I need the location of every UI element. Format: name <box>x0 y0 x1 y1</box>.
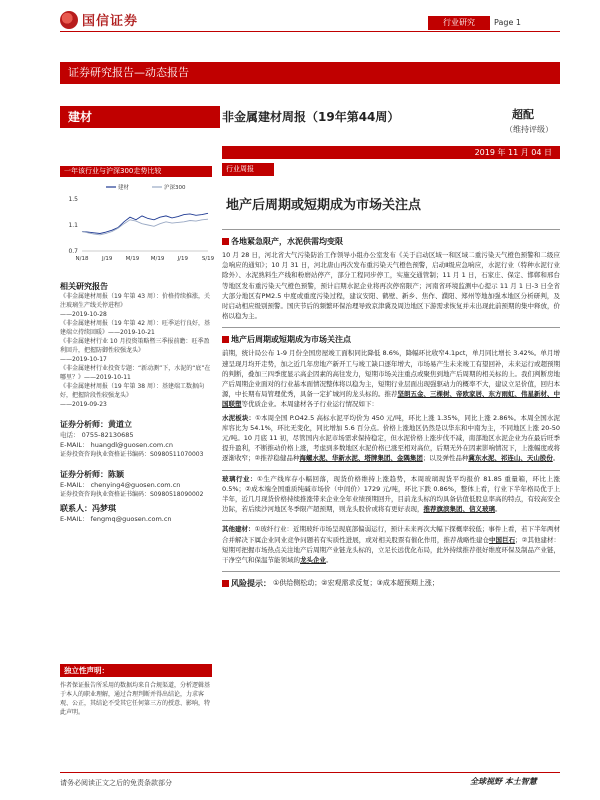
series-line <box>82 213 208 233</box>
legend-label: 建材 <box>118 185 130 191</box>
section2-text: 前期，统计局公布 1-9 月份全国房屋竣工面积同比降低 8.6%，降幅环比收窄4.1pct，单月同比增长 3.42%。单月增速呈现月均开走势，加之近几年房地产新开工与竣工缺口逐年增大，市场易产生未来竣工有望回补，未来运行或超预期的判断，叠加三四季度显示高企因素的高往发力，短期市场关注重点或聚焦到地产后周期的相关标的上。我们判断房地产后周期企业面对的行业基本面情况整体将以稳为主，短期行业层面出现强驱动力的概率不大，建议立足价值，回归本源，中长期布局管理优秀，具备一定扩城河的龙头标的。推荐坚朗五金、三棵树、帝欧家居、东方雨虹、伟星新材、中国联塑等优质企业。本周建材各子行业运行情况如下： <box>222 349 560 409</box>
footer-divider <box>60 772 560 773</box>
related-item: ——2019-10-17 <box>60 356 107 363</box>
related-item: 《非金属建材周报（19 年第 43 周）：价格持续推涨，关注玻璃生产线关停进程》 <box>60 293 210 309</box>
section-divider <box>222 327 560 328</box>
header-divider <box>60 31 560 32</box>
analyst1-name: 证券分析师：黄道立 <box>60 420 132 429</box>
x-tick-label: J/19 <box>101 256 113 262</box>
section-divider <box>222 520 560 521</box>
analyst2-name: 证券分析师：陈颖 <box>60 470 124 479</box>
chart-title: 一年该行业与沪深300走势比较 <box>60 166 212 177</box>
x-tick-label: M/19 <box>125 256 140 262</box>
performance-chart <box>60 177 215 269</box>
report-type-banner: 证券研究报告—动态报告 <box>60 62 560 84</box>
bullet-square-icon <box>222 580 229 587</box>
brand-logo <box>60 10 138 29</box>
glass-label: 玻璃行业： <box>222 474 258 483</box>
contact-email[interactable]: E-MAIL： fengmq@guosen.com.cn <box>60 515 172 523</box>
x-tick-label: S/19 <box>201 256 215 262</box>
footer-slogan: 全球视野 本土智慧 <box>470 777 537 786</box>
x-tick-label: M/19 <box>150 256 165 262</box>
risk-text: ①供给侧松动；②宏观需求反复；③成本超预期上涨； <box>273 579 439 588</box>
series-line <box>82 219 208 235</box>
cement-picks2: 冀东水泥、祁连山、天山股份 <box>468 454 553 463</box>
logo-icon <box>60 11 78 29</box>
section1-text: 10 月 28 日，河北省大气污染防治工作领导小组办公室发布《关于启动区域一和区域二重污染天气橙色预警和二级应急响应的通知》；10 月 31 日，河北唐山再次发布重污染天气橙色预警，启动Ⅱ级应急响应，水泥行业（特种水泥行业除外）、水泥熟料生产线和粉磨站停产，部分工程同步停工，实施交通管制；11 月 1 日，石家庄、保定、邯郸和邢台等地区发布重污染天气橙色预警，预计启期水泥企业将再次停窑限产；河南省环境监测中心提示 11 月 1 日-3 日全省大部分地区有PM2.5 中度或重度污染过程，建议安阳、鹤壁、新乡、焦作、濮阳、郑州等地加强本地区分析研判，及时启动相应级别预警。国庆节后的频繁环保治理导致京津冀及周边地区下游需求恢复并未出现此前预期的集中释放，价格以稳为主。 <box>222 251 560 321</box>
independence-text: 作者保证报告所采用的数据均来自合规渠道，分析逻辑基于本人的职业理解，通过合理判断并得出结论，力求客观、公正，其结论不受其它任何第三方的授意、影响，特此声明。 <box>60 682 211 716</box>
other-paragraph: 其他建材：①玻纤行业：近期玻纤市场呈现底部偏弱运行，预计未来再次大幅下探概率较低；事件上看，若下半年两材合并解决下属企业同业竞争问题若有实质性进展，或对相关股票有催化作用，推荐战略性建仓中国巨石；②其他建材：短期可把握市场热点关注地产后周期产业链龙头标的，立足长远优化布局，此外持续推荐很好维度环保及制品产业链，干净空气和保温节能领域的龙头企业。 <box>222 525 561 565</box>
report-tag: 行业周报 <box>222 163 274 176</box>
section2-heading <box>222 334 560 345</box>
analyst1-cert: 证券投资咨询执业资格证书编码：S0980511070003 <box>60 451 204 458</box>
report-title: 非金属建材周报（19年第44周） <box>222 110 400 124</box>
section-divider <box>222 571 560 572</box>
cement-picks: 海螺水泥、华新水泥、塔牌集团、金隅集团 <box>299 454 423 463</box>
report-date: 2019 年 11 月 04 日 <box>474 148 552 157</box>
analyst2-email[interactable]: E-MAIL： chenying4@guosen.com.cn <box>60 481 181 489</box>
contact-name: 联系人：冯梦琪 <box>60 504 116 513</box>
legend-label: 沪深300 <box>164 185 186 191</box>
title-divider <box>222 229 560 230</box>
risk-label: 风险提示： <box>231 579 271 589</box>
glass-paragraph: 玻璃行业：①生产线库存小幅回落，现货价格维持上涨趋势，本周玻璃现货平均报价 81.85 重量箱，环比上涨 0.5%；②成本端全国重质纯碱市场价（中间价）1729 元/吨，环比下跌 0.86%，整体上看，行业下半年格局优于上半年，近几月现货价格持续推涨带来企业全年业绩预期回升，目前龙头标的均具备估值低股息率高的特点，有较高安全边际，若后续沙河地区冬季限产超预期，则龙头股价或将有更好表现，推荐旗滨集团、信义玻璃。 <box>222 474 560 514</box>
risk-line <box>222 578 560 589</box>
rating-sub: （维持评级） <box>505 125 553 134</box>
related-item: ——2019-09-23 <box>60 401 107 408</box>
x-tick-label: J/19 <box>177 256 189 262</box>
related-item: ——2019-10-28 <box>60 311 107 318</box>
section2-title: 地产后周期或短期成为市场关注点 <box>231 335 351 345</box>
related-research-title: 相关研究报告 <box>60 282 108 291</box>
other-pick2: 龙头企业 <box>300 556 326 565</box>
other-pick1: 中国巨石 <box>489 535 516 544</box>
bullet-square-icon <box>222 238 229 245</box>
related-item: 《非金属建材行业 10 月投资策略暨三季报前瞻：旺季盈利回升，把握防御性较强龙头》 <box>60 338 210 354</box>
analyst2-cert: 证券投资咨询执业资格证书编码：S0980518090002 <box>60 491 204 498</box>
footer-disclaimer: 请务必阅读正文之后的免责条款部分 <box>60 779 172 787</box>
related-research-list <box>60 292 212 409</box>
logo-text: 国信证券 <box>82 14 139 29</box>
analyst1-tel: 电话： 0755-82130685 <box>60 431 134 439</box>
bullet-square-icon <box>222 336 229 343</box>
cement-paragraph: 水泥板块：①本周全国 P.O42.5 高标水泥平均价为 450 元/吨，环比上涨 1.35%，同比上涨 2.86%。本周全国水泥库容比为 54.1%，环比无变化，同比增加 5.6 百分点。价格上涨地区仍然是以华东和中南为主，不同地区上涨 20-50 元/吨。10 月底 11 初，尽管国内水泥市场需求保持稳定，但水泥价格上涨步伐不减，南部地区水泥企业为在最后旺季提升盈利，不断推动价格上涨，考虑到多数地区水泥价格已涨至相对高位，后期无外在因素影响情况下，上涨幅度或将逐渐收窄；②推荐稳健品种海螺水泥、华新水泥、塔牌集团、金隅集团；以及弹性品种冀东水泥、祁连山、天山股份。 <box>222 413 560 463</box>
section2-picks: 坚朗五金、三棵树、帝欧家居、东方雨虹、伟星新材、中国联塑 <box>222 390 560 409</box>
x-tick-label: N/18 <box>75 256 89 262</box>
cement-label: 水泥板块： <box>222 413 256 422</box>
y-tick-label: 1.5 <box>68 196 78 203</box>
section1-title: 各地紧急限产，水泥供需均变限 <box>231 237 343 246</box>
date-bar <box>222 146 560 159</box>
section1-heading <box>222 236 560 247</box>
rating: 超配 <box>512 108 534 121</box>
related-item: 《非金属建材行业投资专题：“新动测”下，水泥的“底”在哪里？》——2019-10-11 <box>60 365 211 381</box>
other-label: 其他建材： <box>222 525 255 534</box>
right-column <box>222 163 560 589</box>
section-divider <box>222 470 560 471</box>
page-number: Page 1 <box>494 18 521 27</box>
y-tick-label: 0.7 <box>68 248 78 255</box>
independence-title: 独立性声明： <box>60 664 212 677</box>
related-item: 《非金属建材周报（19 年第 42 周）：旺季运行良好，基建端立持续回暖》——2019-10-21 <box>60 320 210 336</box>
glass-picks: 推荐旗滨集团、信义玻璃 <box>423 505 495 514</box>
main-title: 地产后周期或短期成为市场关注点 <box>226 198 422 213</box>
analyst1-email[interactable]: E-MAIL： huangdl@guosen.com.cn <box>60 441 173 449</box>
left-column <box>60 166 215 524</box>
header-tag: 行业研究 <box>428 16 490 30</box>
y-tick-label: 1.1 <box>68 222 78 229</box>
sector-label: 建材 <box>60 106 220 128</box>
related-item: 《非金属建材周报（19 年第 38 周）：基建端工数据向好，把握阶段性较强龙头》 <box>60 383 204 399</box>
